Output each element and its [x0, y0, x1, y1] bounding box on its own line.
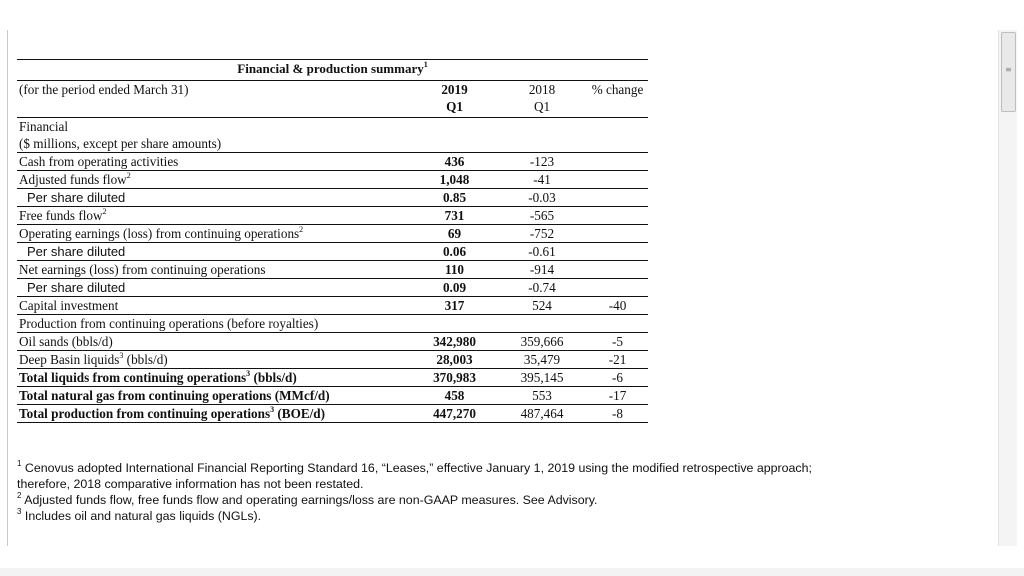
row-label-text: Deep Basin liquids — [19, 352, 120, 367]
value-change — [587, 153, 648, 171]
footnote-3: $^3$ Includes oil and natural gas liquids (NGLs). — [17, 507, 262, 523]
row-label — [17, 153, 412, 171]
value-2019: 110 — [412, 261, 497, 279]
row-label-text: Total production from continuing operations — [19, 406, 271, 421]
row-label — [17, 297, 412, 315]
scrollbar-thumb[interactable] — [1001, 32, 1016, 112]
row-label-text: Cash from operating activities — [19, 154, 179, 169]
row-label — [17, 351, 412, 369]
row-label-text: Capital investment — [19, 298, 119, 313]
footnote-1-continued: therefore, 2018 comparative information has not been restated. — [17, 477, 364, 491]
row-label-text: Adjusted funds flow — [19, 172, 127, 187]
value-2019: 447,270 — [412, 405, 497, 423]
table-header-row — [17, 81, 648, 118]
section-financial-units: ($ millions, except per share amounts) — [17, 135, 648, 153]
row-label — [17, 333, 412, 351]
value-change — [587, 243, 648, 261]
section-financial-label: Financial — [19, 119, 69, 134]
table-row — [17, 279, 648, 297]
row-label-text: Total natural gas from continuing operations (MMcf/d) — [19, 388, 330, 403]
value-2019: 69 — [412, 225, 497, 243]
row-unit: (BOE/d) — [274, 406, 326, 421]
value-change — [587, 189, 648, 207]
section-production-row — [17, 315, 648, 333]
row-label — [17, 171, 412, 189]
value-2018: 524 — [497, 297, 587, 315]
value-2018: -752 — [497, 225, 587, 243]
value-2018: -123 — [497, 153, 587, 171]
table-row — [17, 405, 648, 423]
value-change: -5 — [587, 333, 648, 351]
row-unit: (bbls/d) — [123, 352, 168, 367]
value-2018: 359,666 — [497, 333, 587, 351]
row-label — [17, 261, 412, 279]
financial-production-summary-table — [17, 59, 648, 423]
footnotes — [17, 460, 977, 524]
value-2019: 458 — [412, 387, 497, 405]
row-unit: (bbls/d) — [250, 370, 297, 385]
value-2019: 0.06 — [412, 243, 497, 261]
row-label-text: Operating earnings (loss) from continuing operations — [19, 226, 300, 241]
footnote-ref: 3 — [246, 369, 251, 378]
row-label — [17, 387, 412, 405]
row-label — [17, 207, 412, 225]
row-label — [17, 243, 412, 261]
value-change — [587, 225, 648, 243]
footnote-ref: 2 — [299, 225, 304, 234]
row-label-text: Per share diluted — [27, 280, 126, 295]
row-label — [17, 225, 412, 243]
table-row — [17, 153, 648, 171]
bottom-strip — [0, 568, 1024, 576]
table-row — [17, 207, 648, 225]
grip-icon: ≡ — [1005, 65, 1012, 74]
value-change: -6 — [587, 369, 648, 387]
table-row — [17, 189, 648, 207]
value-2018: 487,464 — [497, 405, 587, 423]
row-label — [17, 279, 412, 297]
value-2018: 553 — [497, 387, 587, 405]
row-label — [17, 189, 412, 207]
value-2019: 0.85 — [412, 189, 497, 207]
column-header-2019: 2019 Q1 — [412, 81, 497, 118]
table-row — [17, 351, 648, 369]
table-row — [17, 225, 648, 243]
column-header-2018: 2018 Q1 — [497, 81, 587, 118]
value-2019: 370,983 — [412, 369, 497, 387]
value-change: -40 — [587, 297, 648, 315]
value-2019: 0.09 — [412, 279, 497, 297]
row-label-text: Oil sands (bbls/d) — [19, 334, 113, 349]
table-row — [17, 297, 648, 315]
value-change: -8 — [587, 405, 648, 423]
value-2018: -0.61 — [497, 243, 587, 261]
row-label — [17, 405, 412, 423]
value-2018: -0.03 — [497, 189, 587, 207]
value-2019: 731 — [412, 207, 497, 225]
section-financial-units-row — [17, 135, 648, 153]
value-change — [587, 171, 648, 189]
footnote-ref: 3 — [270, 405, 275, 414]
column-header-change: % change — [587, 81, 648, 118]
footnote-ref: 2 — [126, 171, 131, 180]
value-2019: 436 — [412, 153, 497, 171]
row-label-text: Per share diluted — [27, 190, 126, 205]
table-row — [17, 261, 648, 279]
table-row — [17, 333, 648, 351]
row-label-text: Per share diluted — [27, 244, 126, 259]
footnote-1: $^1$ Cenovus adopted International Financial Reporting Standard 16, “Leases,” effective January 1, 2019 using the modified retrospective approach; — [17, 459, 812, 475]
row-label-text: Total liquids from continuing operations — [19, 370, 247, 385]
value-change: -21 — [587, 351, 648, 369]
value-2018: -914 — [497, 261, 587, 279]
row-label-text: Net earnings (loss) from continuing operations — [19, 262, 266, 277]
value-2019: 342,980 — [412, 333, 497, 351]
table-title-row — [17, 60, 648, 81]
value-2019: 317 — [412, 297, 497, 315]
footnote-ref: 2 — [102, 207, 107, 216]
row-label-text: Free funds flow — [19, 208, 103, 223]
page-edge — [7, 30, 8, 546]
value-2018: 35,479 — [497, 351, 587, 369]
value-2018: -41 — [497, 171, 587, 189]
value-change — [587, 261, 648, 279]
period-label: (for the period ended March 31) — [17, 81, 412, 118]
value-change: -17 — [587, 387, 648, 405]
value-change — [587, 207, 648, 225]
value-change — [587, 279, 648, 297]
value-2018: 395,145 — [497, 369, 587, 387]
value-2018: -0.74 — [497, 279, 587, 297]
table-row — [17, 369, 648, 387]
table-row — [17, 387, 648, 405]
value-2019: 28,003 — [412, 351, 497, 369]
section-production-label: Production from continuing operations (before royalties) — [17, 315, 648, 333]
value-2018: -565 — [497, 207, 587, 225]
table-title: Financial & production summary$^1$ — [17, 60, 648, 81]
footnote-2: $^2$ Adjusted funds flow, free funds flow and operating earnings/loss are non-GAAP measures. See Advisory. — [17, 491, 598, 507]
table-row — [17, 171, 648, 189]
vertical-scrollbar[interactable] — [998, 30, 1017, 546]
footnote-ref: 3 — [119, 351, 124, 360]
table-row — [17, 243, 648, 261]
section-financial-row — [17, 118, 648, 136]
value-2019: 1,048 — [412, 171, 497, 189]
row-label — [17, 369, 412, 387]
